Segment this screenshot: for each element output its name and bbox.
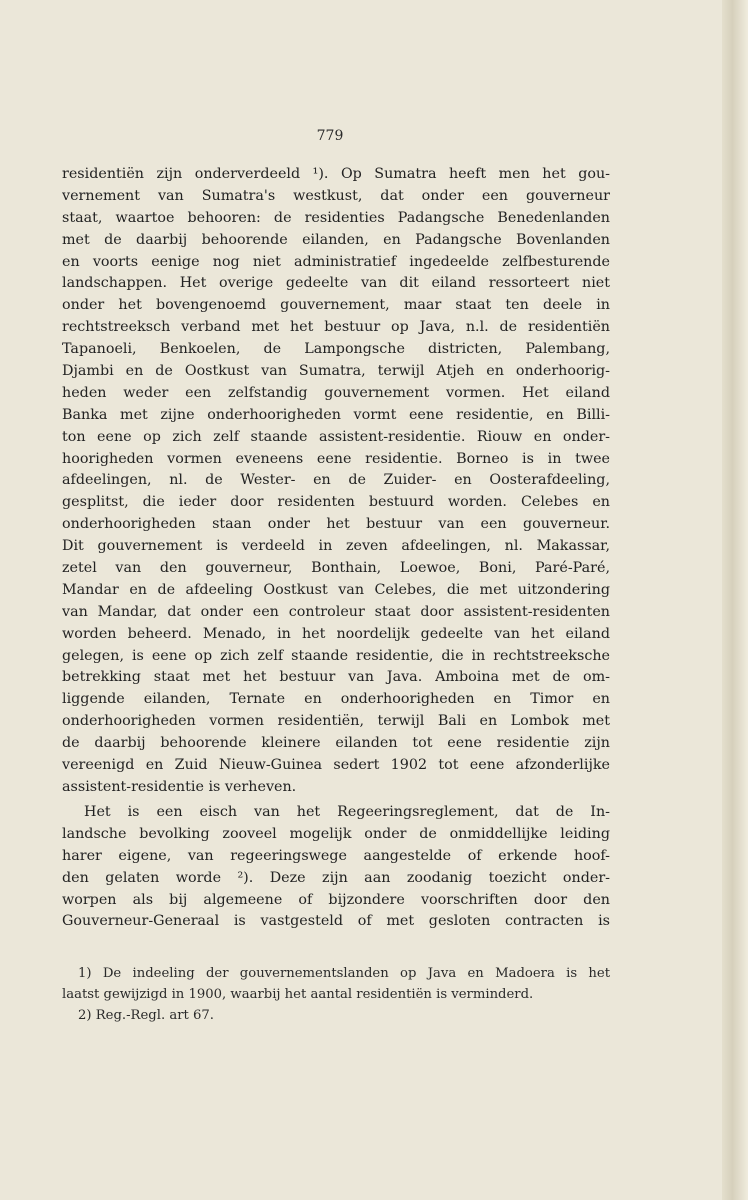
footnote-1-line-1: 1) De indeeling der gouvernementslanden op Java en Madoera is het <box>78 966 610 981</box>
text-line: zetel van den gouverneur, Bonthain, Loewoe, Boni, Paré-Paré, <box>62 560 610 577</box>
footnotes <box>62 963 610 1026</box>
text-line: Djambi en de Oostkust van Sumatra, terwijl Atjeh en onderhoorig- <box>62 363 610 380</box>
text-line: Tapanoeli, Benkoelen, de Lampongsche districten, Palembang, <box>62 341 610 358</box>
text-line: betrekking staat met het bestuur van Java. Amboina met de om- <box>62 669 610 686</box>
text-line: vereenigd en Zuid Nieuw-Guinea sedert 1902 tot eene afzonderlijke <box>62 757 610 774</box>
text-line: ton eene op zich zelf staande assistent-residentie. Riouw en onder- <box>62 428 610 445</box>
text-line: staat, waartoe behooren: de residenties Padangsche Benedenlanden <box>62 209 610 226</box>
text-line: met de daarbij behoorende eilanden, en Padangsche Bovenlanden <box>62 231 610 248</box>
text-line: rechtstreeksch verband met het bestuur op Java, n.l. de residentiën <box>62 319 610 336</box>
text-line: worpen als bij algemeene of bijzondere voorschriften door den <box>62 891 610 908</box>
text-line: en voorts eenige nog niet administratief ingedeelde zelfbesturende <box>62 253 610 270</box>
text-line: den gelaten worde ²). Deze zijn aan zoodanig toezicht onder- <box>62 869 610 886</box>
text-line: de daarbij behoorende kleinere eilanden tot eene residentie zijn <box>62 735 610 752</box>
text-line: landschappen. Het overige gedeelte van dit eiland ressorteert niet <box>62 275 610 292</box>
paragraph-1 <box>62 164 610 799</box>
text-line: gesplitst, die ieder door residenten bestuurd worden. Celebes en <box>62 494 610 511</box>
text-line: onder het bovengenoemd gouvernement, maar staat ten deele in <box>62 297 610 314</box>
text-line: van Mandar, dat onder een controleur staat door assistent-residenten <box>62 603 610 620</box>
text-line: Dit gouvernement is verdeeld in zeven afdeelingen, nl. Makassar, <box>62 538 610 555</box>
text-line: hoorigheden vormen eveneens eene residentie. Borneo is in twee <box>62 450 610 467</box>
page-edge <box>722 0 748 1200</box>
text-line: onderhoorigheden vormen residentiën, terwijl Bali en Lombok met <box>62 713 610 730</box>
footnote-1-line-2: laatst gewijzigd in 1900, waarbij het aantal residentiën is verminderd. <box>62 987 534 1002</box>
page-number: 779 <box>316 128 344 144</box>
text-line: Gouverneur-Generaal is vastgesteld of met gesloten contracten is <box>62 913 610 930</box>
paragraph-2 <box>62 802 610 933</box>
text-line: Het is een eisch van het Regeeringsreglement, dat de In- <box>84 804 610 820</box>
text-line: worden beheerd. Menado, in het noordelijk gedeelte van het eiland <box>62 625 610 642</box>
text-line: harer eigene, van regeeringswege aangestelde of erkende hoof- <box>62 847 610 864</box>
text-line: heden weder een zelfstandig gouvernement vormen. Het eiland <box>62 384 610 401</box>
text-line: gelegen, is eene op zich zelf staande residentie, die in rechtstreeksche <box>62 647 610 664</box>
footnote-2: 2) Reg.-Regl. art 67. <box>78 1008 214 1023</box>
text-line: onderhoorigheden staan onder het bestuur van een gouverneur. <box>62 516 610 533</box>
text-line: residentiën zijn onderverdeeld ¹). Op Sumatra heeft men het gou- <box>62 166 610 182</box>
text-line: Banka met zijne onderhoorigheden vormt eene residentie, en Billi- <box>62 406 610 423</box>
text-line: vernement van Sumatra's westkust, dat onder een gouverneur <box>62 187 610 204</box>
text-line: liggende eilanden, Ternate en onderhoorigheden en Timor en <box>62 691 610 708</box>
text-line: Mandar en de afdeeling Oostkust van Celebes, die met uitzondering <box>62 581 610 598</box>
text-line: afdeelingen, nl. de Wester- en de Zuider- en Oosterafdeeling, <box>62 472 610 489</box>
text-line: landsche bevolking zooveel mogelijk onder de onmiddellijke leiding <box>62 825 610 842</box>
text-line: assistent-residentie is verheven. <box>62 778 297 795</box>
